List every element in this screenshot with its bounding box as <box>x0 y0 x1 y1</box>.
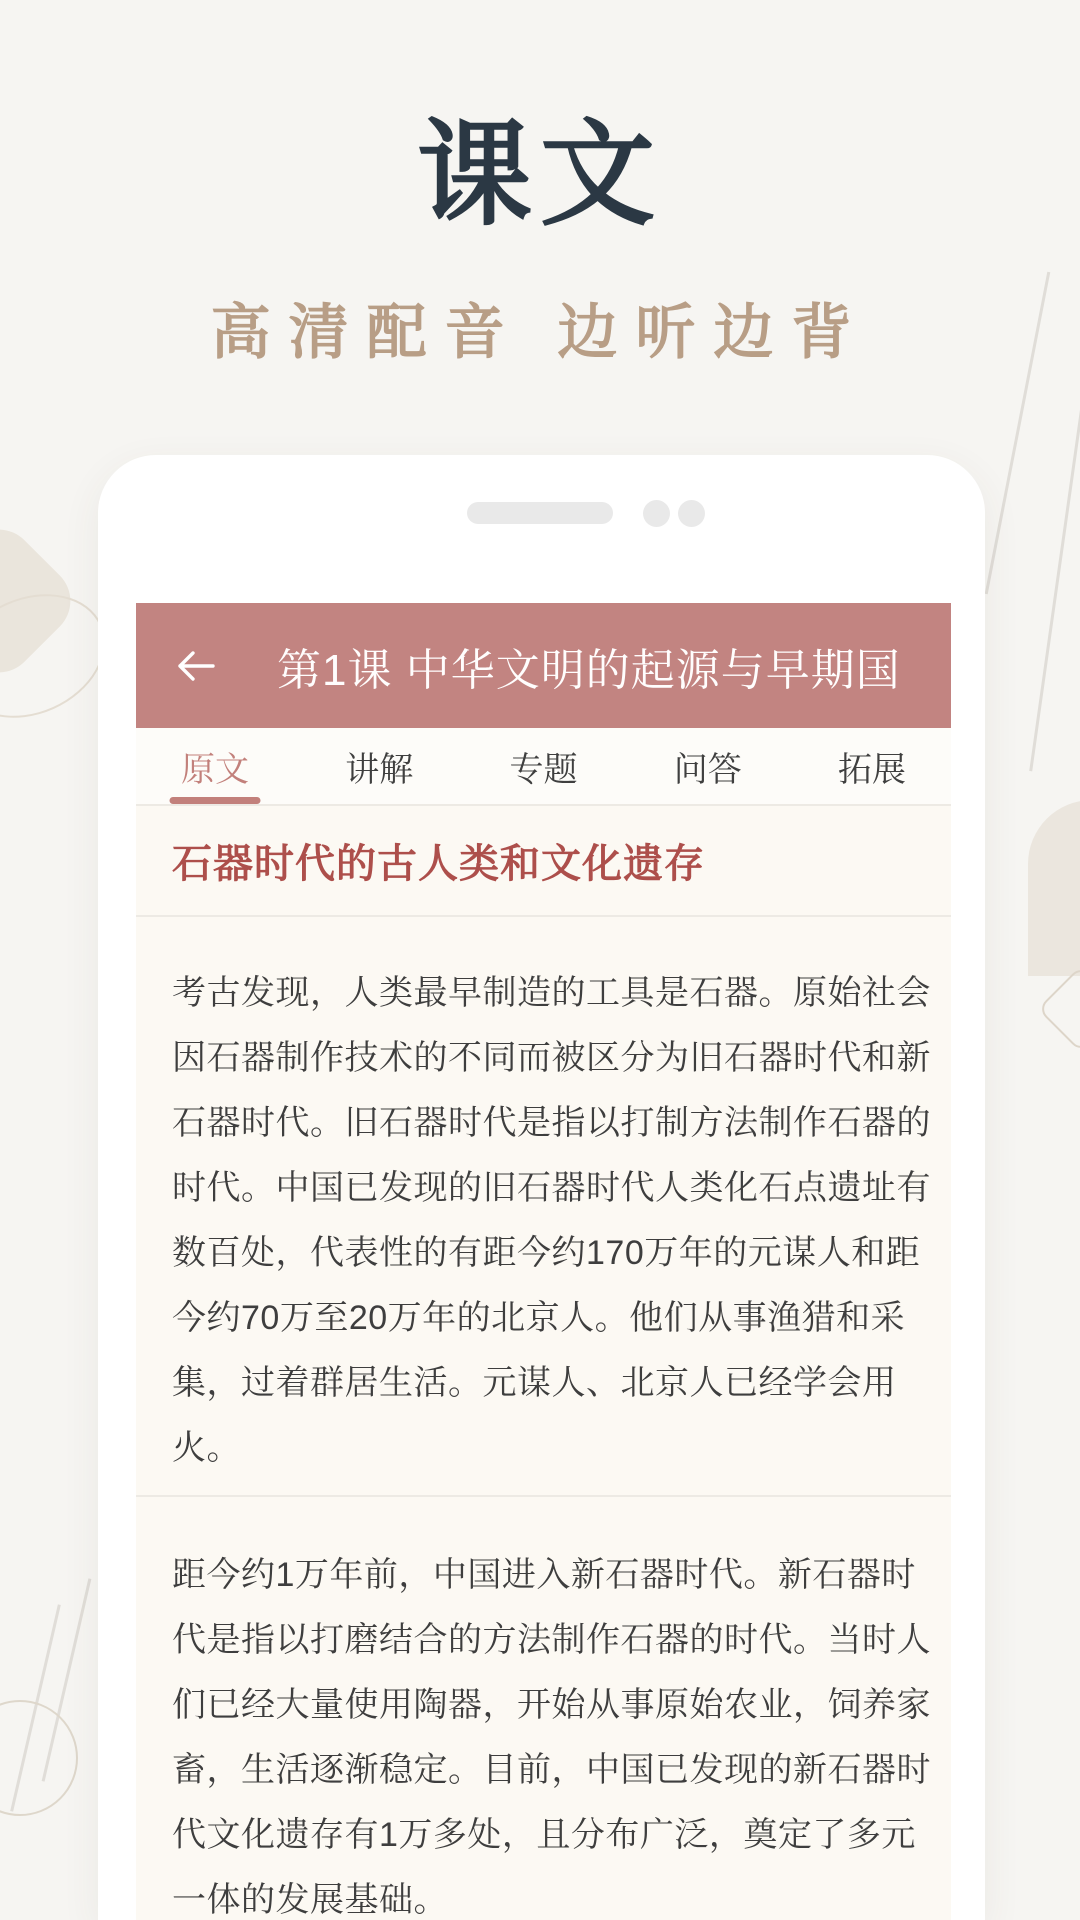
tab-original-text[interactable]: 原文 <box>181 728 249 804</box>
paragraph-line: 石器时代。旧石器时代是指以打制方法制作石器的 <box>172 1104 931 1142</box>
tab-extension[interactable]: 拓展 <box>838 728 906 804</box>
paragraph-line: 今约70万至20万年的北京人。他们从事渔猎和采 <box>172 1299 906 1337</box>
paragraph-line: 畜，生活逐渐稳定。目前，中国已发现的新石器时 <box>172 1751 931 1789</box>
paragraph-line: 代文化遗存有1万多处，且分布广泛，奠定了多元 <box>172 1816 916 1854</box>
paragraph-line: 集，过着群居生活。元谋人、北京人已经学会用 <box>172 1364 897 1402</box>
section-heading: 石器时代的古人类和文化遗存 <box>172 842 705 886</box>
decor-square-outline <box>1037 965 1080 1053</box>
tab-explanation[interactable]: 讲解 <box>345 728 413 804</box>
paragraph-line: 火。 <box>172 1429 241 1467</box>
phone-mockup-card <box>98 455 985 1920</box>
paragraph-line: 代是指以打磨结合的方法制作石器的时代。当时人 <box>172 1621 931 1659</box>
section-heading-block <box>136 806 951 917</box>
phone-camera-dot <box>678 500 705 527</box>
decor-arch-shape <box>1028 800 1080 976</box>
arrow-left-icon <box>173 648 215 684</box>
tab-special-topic[interactable]: 专题 <box>510 728 578 804</box>
phone-speaker-bar <box>467 502 613 524</box>
page-title: 课文 <box>416 111 663 239</box>
paragraph-line: 因石器制作技术的不同而被区分为旧石器时代和新 <box>172 1039 931 1077</box>
decor-diagonal-line <box>1029 390 1080 772</box>
lesson-title: 第1课 中华文明的起源与早期国 <box>277 645 901 695</box>
back-button[interactable] <box>173 648 215 684</box>
paragraph <box>136 917 951 1497</box>
paragraph <box>136 1497 951 1920</box>
paragraph-line: 距今约1万年前，中国进入新石器时代。新石器时 <box>172 1556 916 1594</box>
decor-circle-outline <box>0 1700 78 1816</box>
tab-bar <box>136 728 951 806</box>
paragraph-line: 数百处，代表性的有距今约170万年的元谋人和距 <box>172 1234 921 1272</box>
tab-qa[interactable]: 问答 <box>674 728 742 804</box>
paragraph-line: 们已经大量使用陶器，开始从事原始农业，饲养家 <box>172 1686 931 1724</box>
app-screen <box>136 603 951 1920</box>
paragraph-line: 时代。中国已发现的旧石器时代人类化石点遗址有 <box>172 1169 931 1207</box>
paragraph-line: 一体的发展基础。 <box>172 1881 448 1919</box>
phone-camera-dot <box>643 500 670 527</box>
paragraph-line: 考古发现，人类最早制造的工具是石器。原始社会 <box>172 974 931 1012</box>
app-header <box>136 603 951 728</box>
page-subtitle: 高清配音 边听边背 <box>210 299 870 366</box>
